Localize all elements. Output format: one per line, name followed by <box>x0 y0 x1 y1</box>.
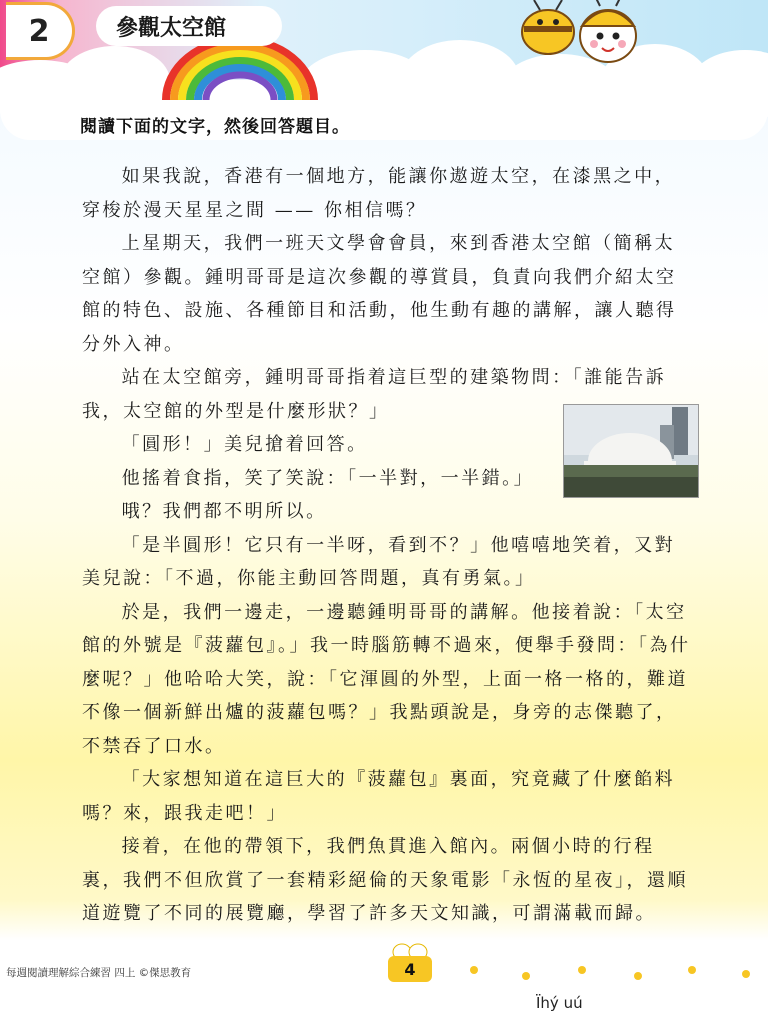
space-museum-photo <box>563 404 699 498</box>
dot-decoration <box>688 966 696 974</box>
scan-caption: Ïhý uú <box>536 994 583 1012</box>
dot-decoration <box>522 972 530 980</box>
passage-paragraph: 上星期天，我們一班天文學會會員，來到香港太空館（簡稱太空館）參觀。鍾明哥哥是這次參觀的導賞員，負責向我們介紹太空館的特色、設施、各種節目和活動，他生動有趣的講解，讓人聽得分外入神。 <box>82 233 677 355</box>
passage-paragraph: 哦？我們都不明所以。 <box>121 501 327 522</box>
page-number: 4 <box>388 956 432 982</box>
lesson-number: 2 <box>6 2 75 60</box>
page-number-badge <box>388 940 432 984</box>
dot-decoration <box>634 972 642 980</box>
lesson-title: 參觀太空館 <box>96 6 282 46</box>
passage-paragraph: 他搖着食指，笑了笑說：「一半對，一半錯。」 <box>121 467 535 489</box>
passage-paragraph: 「圓形！」美兒搶着回答。 <box>121 434 368 455</box>
passage-paragraph: 「大家想知道在這巨大的『菠蘿包』裏面，究竟藏了什麼餡料嗎？來，跟我走吧！」 <box>82 769 676 824</box>
bee-mascots-icon <box>516 0 646 70</box>
dot-decoration <box>578 966 586 974</box>
passage-paragraph: 接着，在他的帶領下，我們魚貫進入館內。兩個小時的行程裏，我們不但欣賞了一套精彩絕倫的天象電影「永恆的星夜」，還順道遊覽了不同的展覽廳，學習了許多天文知識，可謂滿載而歸。 <box>82 836 688 924</box>
book-info: 每週閱讀理解綜合練習 四上 ©傑思教育 <box>6 967 192 979</box>
passage-paragraph: 於是，我們一邊走，一邊聽鍾明哥哥的講解。他接着說：「太空館的外號是『菠蘿包』。」我一時腦筋轉不過來，便舉手發問：「為什麼呢？」他哈哈大笑，說：「它渾圓的外型，上面一格一格的，難道不像一個新鮮出爐的菠蘿包嗎？」我點頭說是，身旁的志傑聽了，不禁吞了口水。 <box>82 601 691 757</box>
passage-paragraph: 如果我說，香港有一個地方，能讓你遨遊太空，在漆黑之中，穿梭於漫天星星之間 —— 你相信嗎？ <box>82 166 676 221</box>
reading-instruction: 閱讀下面的文字，然後回答題目。 <box>80 117 350 137</box>
passage-paragraph: 「是半圓形！它只有一半呀，看到不？」他嘻嘻地笑着，又對美兒說：「不過，你能主動回答問題，真有勇氣。」 <box>82 534 676 589</box>
dot-decoration <box>470 966 478 974</box>
reading-passage <box>82 160 694 931</box>
passage-paragraph: 站在太空館旁，鍾明哥哥指着這巨型的建築物問：「誰能告訴我，太空館的外型是什麼形狀？」 <box>82 367 667 422</box>
dot-decoration <box>742 970 750 978</box>
